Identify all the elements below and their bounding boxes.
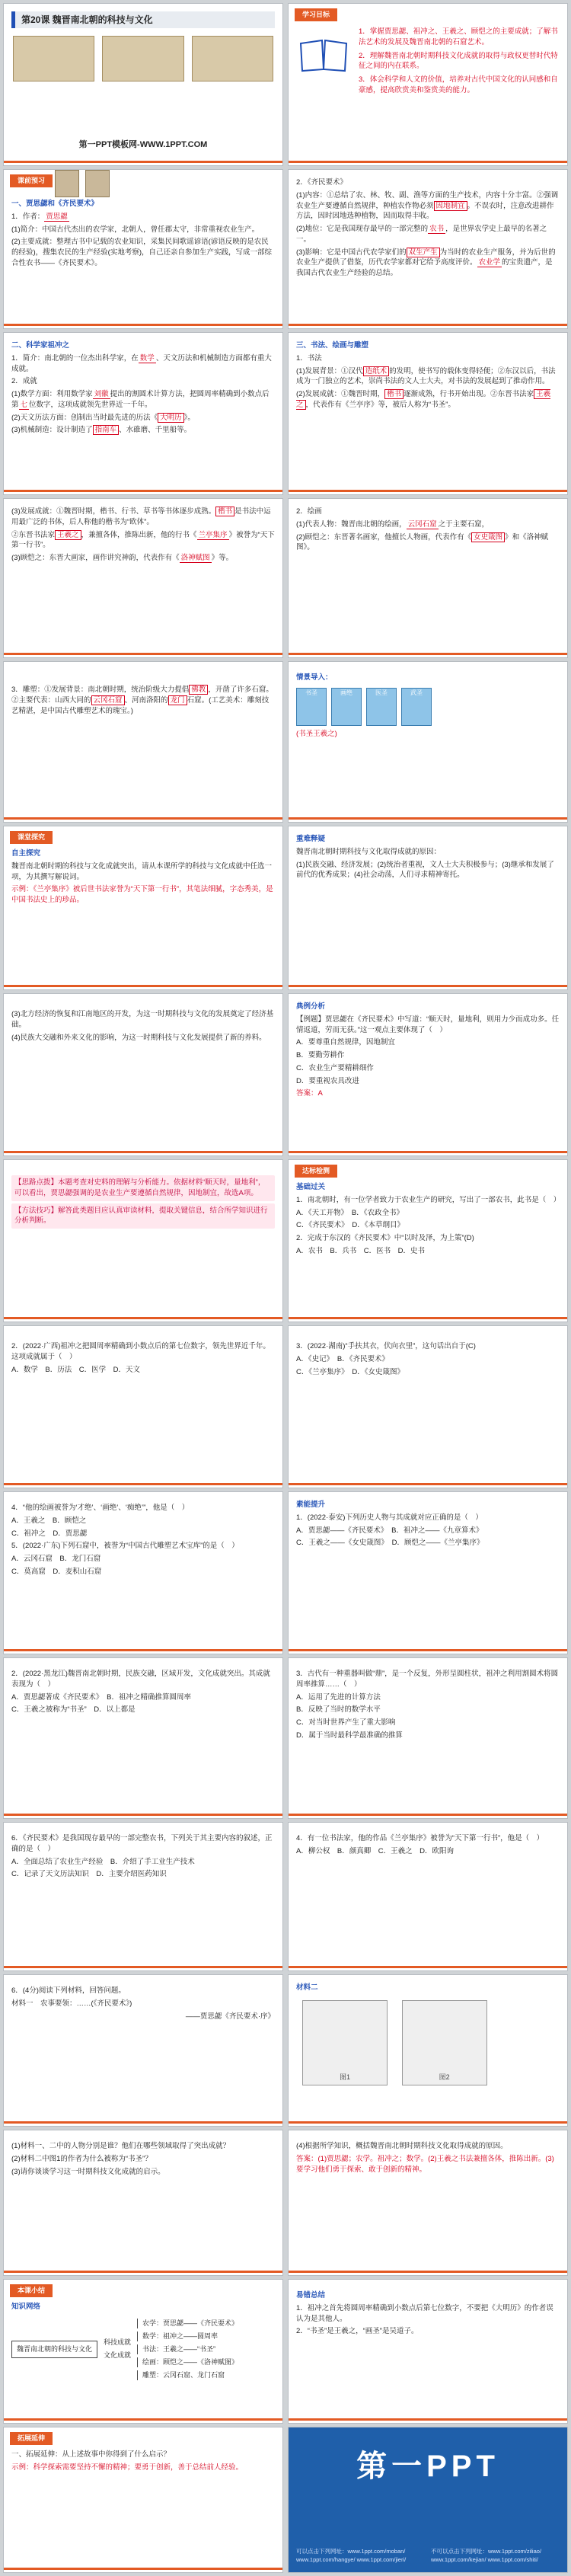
- tip-text: 【思路点拨】本题考查对史料的理解与分析能力。依据材料“顺天时，量地利”，可以看出，贾思勰强调的是农业生产要遵循自然规律，因地制宜，故选A项。: [11, 1175, 275, 1201]
- text: (1)民族交融、经济发展；(2)统治者重视，文人士大夫积极参与；(3)继承和发展了前代的优秀成果；(4)社会动荡，人们寻求精神寄托。: [296, 860, 554, 880]
- slide-footer: [289, 2118, 567, 2126]
- slide-summary: [3, 2279, 283, 2424]
- slide-tips: [3, 1159, 283, 1322]
- answer-blank: 云冈石窟: [91, 695, 125, 705]
- slide-preview-4: [288, 332, 568, 495]
- mind-map-branch: 科技成就: [104, 2338, 132, 2347]
- slide-preview-7: [3, 661, 283, 823]
- option: D．以上都是: [94, 1705, 136, 1715]
- question: 2．(2022·黑龙江)魏晋南北朝时期，民族交融，区域开发，文化成就突出。其成就表现为（ ）: [11, 1670, 270, 1689]
- text: (3)影响：它是中国古代农学家们的: [296, 248, 407, 257]
- figure-caption: 图1: [339, 2073, 350, 2081]
- slide-footer: [289, 321, 567, 328]
- text: (2)地位：它是我国现存最早的一部完整的: [296, 225, 429, 234]
- figure-caption: 图2: [439, 2073, 450, 2081]
- option: B．祖冲之精确推算圆周率: [107, 1692, 191, 1702]
- option: C．祖冲之: [11, 1529, 46, 1538]
- slide-improve-1: [288, 1491, 568, 1654]
- answer-blank: 云冈石窟: [407, 519, 437, 529]
- slide-footer: [4, 1811, 282, 1818]
- slide-footer: [4, 321, 282, 328]
- text: 、水碓磨、千里船等。: [119, 426, 192, 435]
- mind-map: [11, 2319, 275, 2380]
- slide-footer: [4, 1148, 282, 1155]
- slide-footer: [289, 2415, 567, 2423]
- slide-footer: [4, 1963, 282, 1970]
- slide-preview-6: [288, 498, 568, 658]
- option: A．全面总结了农业生产经验: [11, 1857, 104, 1866]
- question: (2)材料二中图1的作者为什么被称为“书圣”？: [11, 2154, 152, 2163]
- heading: 重难释疑: [296, 835, 326, 843]
- slide-footer: [289, 1963, 567, 1970]
- answer-blank: 数学: [139, 353, 155, 363]
- question: (1)材料一、二中的人物分别是谁？他们在哪些领域取得了突出成就？: [11, 2142, 231, 2150]
- note: (书圣王羲之): [296, 729, 337, 738]
- slide-footer: [289, 1811, 567, 1818]
- mind-map-root: 魏晋南北朝的科技与文化: [11, 2341, 97, 2358]
- section-tag: 达标检测: [295, 1165, 337, 1178]
- slide-scenario: [288, 661, 568, 823]
- slide-test-4: [3, 1491, 283, 1654]
- slide-title: [3, 3, 283, 166]
- option: D．要重视农具改进: [296, 1076, 359, 1085]
- slide-footer: [4, 487, 282, 494]
- section-tag: 学习目标: [295, 8, 337, 21]
- option: B．颜真卿: [337, 1846, 372, 1855]
- mind-map-item: 雕塑：云冈石窟、龙门石窟: [137, 2370, 238, 2380]
- text: 2．“书圣”是王羲之，“画圣”是吴道子。: [296, 2327, 419, 2336]
- card-item: 画绝: [331, 688, 362, 726]
- text: 的宝贵遗产，是我国古代农业生产经验的总结。: [296, 258, 553, 278]
- section-tag: 课堂探究: [10, 831, 53, 844]
- option: C．王羲之被称为“书圣”: [11, 1705, 87, 1715]
- option: A．贾思勰著成《齐民要术》: [11, 1692, 100, 1702]
- option: A．《天工开物》: [296, 1208, 345, 1217]
- slide-explore: [3, 826, 283, 990]
- answer-blank: 双生产生: [407, 248, 440, 257]
- text: 石窟。(工艺美术：雕刻技艺精湛，是中国古代雕塑艺术的瑰宝。): [11, 695, 270, 715]
- book-image: [85, 170, 110, 197]
- answer-text: 示例：《兰亭集序》被后世书法家誉为“天下第一行书”，其笔法细腻，字态秀美，是中国书法史上的珍品。: [11, 885, 273, 905]
- option: A．要尊重自然规律，因地制宜: [296, 1038, 395, 1047]
- option: B．介绍了手工业生产技术: [110, 1857, 195, 1866]
- card-item: 武圣: [401, 688, 432, 726]
- heading: 知识网络: [11, 2303, 41, 2312]
- text: 提出的割圆术计算方法，把圆周率精确到小数点后第: [11, 390, 270, 409]
- answer-blank: 佛教: [189, 685, 208, 695]
- answer-blank: 造纸术: [363, 366, 390, 376]
- slide-footer: [289, 487, 567, 494]
- card-item: 书圣: [296, 688, 327, 726]
- text: (2)顾恺之：东晋著名画家，他擅长人物画，代表作有《: [296, 532, 472, 542]
- slide-footer: [4, 2565, 282, 2572]
- text: (1)代表人物：魏晋南北朝的绘画，: [296, 519, 407, 529]
- slide-footer: [4, 2118, 282, 2126]
- answer-blank: 农业学: [478, 258, 501, 267]
- book-icon: [299, 39, 348, 72]
- mind-map-item: 绘画：顾恺之——《洛神赋图》: [137, 2357, 238, 2367]
- slide-improve-2: [288, 1657, 568, 1819]
- slide-footer: [4, 2268, 282, 2275]
- text: 为当时的农业生产服务，并为后世的农业生产提供了借鉴，历代农学家都对它给予高度评价。: [296, 248, 556, 267]
- text: 是书法中运用最广泛的书体，后人称他的楷书为“欧体”。: [11, 507, 271, 526]
- slide-mistakes: [288, 2279, 568, 2424]
- slide-footer: [4, 982, 282, 989]
- option: B．龙门石窟: [59, 1555, 101, 1564]
- figure-image: [302, 2000, 388, 2085]
- option: D．顾恺之——《兰亭集序》: [391, 1539, 484, 1548]
- mind-map-branch: 文化成就: [104, 2351, 132, 2360]
- answer-blank: 楷书: [215, 507, 234, 516]
- goal-item: 1．掌握贾思勰、祖冲之、王羲之、顾恺之的主要成就；了解书法艺术的发展及魏晋南北朝的石窟艺术。: [359, 27, 558, 46]
- text: 2．成就: [11, 377, 37, 386]
- option: B．祖冲之——《九章算术》: [391, 1526, 483, 1535]
- text: 1．作者：: [11, 212, 45, 221]
- option: C．王羲之: [378, 1846, 413, 1855]
- answer-blank: 女史箴图: [471, 532, 505, 542]
- slide-improve-3: [288, 1822, 568, 1971]
- text: (2)主要成就：整理古书中记载的农业知识，采集民间歌谣谚语(谚语反映的是农民的经验)，搜集农民的生产经验(实地考察)，自己还亲自参加生产实践，写成一部综合性农书——《齐民要术》。: [11, 238, 272, 267]
- slide-footer: [289, 982, 567, 989]
- option: B．《农政全书》: [351, 1208, 404, 1217]
- goal-item: 3．体会科学和人文的价值，培养对古代中国文化的认同感和自豪感，提高欣赏美和鉴赏美的能力。: [359, 75, 558, 94]
- answer-blank: 楷书: [384, 389, 404, 399]
- link-list[interactable]: 不可以点击下列网址：www.1ppt.com/ziliao/ www.1ppt.com/kejian/ www.1ppt.com/shiti/: [431, 2548, 542, 2564]
- option: D．欧阳询: [419, 1846, 454, 1855]
- question: (4)根据所学知识，概括魏晋南北朝时期科技文化取得成就的原因。: [296, 2142, 508, 2150]
- question: 4．有一位书法家，他的作品《兰亭集序》被誉为“天下第一行书”，他是（ ）: [296, 1834, 544, 1843]
- slide-footer: [4, 1314, 282, 1322]
- slide-preview-1: [3, 169, 283, 329]
- slide-footer: [289, 1480, 567, 1488]
- slide-footer: [4, 650, 282, 657]
- slide-footer: [289, 158, 567, 165]
- text: 1．书法: [296, 353, 322, 363]
- option: B．历法: [45, 1365, 72, 1374]
- slide-footer: [4, 2415, 282, 2423]
- text: (3)发展成就：①魏晋时期，楷书、行书、草书等书体逐步成熟。: [11, 507, 216, 516]
- lesson-title: 第20课 魏晋南北朝的科技与文化: [11, 11, 275, 28]
- slide-preview-3: [3, 332, 283, 495]
- portrait-image: [102, 36, 183, 81]
- text: 魏晋南北朝时期的科技与文化成就突出，请从本课所学的科技与文化成就中任选一项，为其撰写解说词。: [11, 861, 273, 881]
- heading: 材料二: [296, 1983, 318, 1992]
- slide-footer: [289, 1148, 567, 1155]
- text: (2)发展成就：①魏晋时期，: [296, 390, 385, 399]
- text: 》等。: [211, 554, 234, 563]
- text: 材料一 农事要领：……(《齐民要术》): [11, 1999, 132, 2008]
- text: (1)简介：中国古代杰出的农学家，北朝人，曾任郡太守，非常重视农业生产。: [11, 225, 260, 234]
- question: 6．《齐民要术》是我国现存最早的一部完整农书，下列关于其主要内容的叙述，正确的是（ ）: [11, 1834, 273, 1853]
- text: (1)发展背景：①汉代: [296, 366, 363, 376]
- brand-logo: 第一PPT: [356, 2450, 499, 2483]
- option: D．史书: [397, 1246, 425, 1255]
- slide-footer: [4, 1480, 282, 1488]
- question: 3．古代有一种重器叫做“鼎”，是一个反复，外形呈圆柱状，祖冲之利用割圆术将圆周率推算……（ ）: [296, 1670, 559, 1689]
- goal-item: 2．理解魏晋南北朝时期科技文化成就的取得与政权更替时代特征之间的内在联系。: [359, 51, 558, 71]
- citation: ——贾思勰《齐民要术·序》: [185, 2012, 275, 2021]
- text: 》被誉为“天下第一行书”。: [11, 530, 275, 550]
- answer-blank: 洛神赋图: [180, 554, 210, 563]
- option: C．《齐民要术》: [296, 1221, 345, 1230]
- slide-footer: [4, 814, 282, 822]
- slide-footer: [289, 650, 567, 657]
- heading: 典例分析: [296, 1002, 326, 1011]
- question: 1．(2022·泰安)下列历史人物与其成就对应正确的是（ ）: [296, 1513, 483, 1522]
- option: C．记录了天文历法知识: [11, 1870, 89, 1879]
- heading: 一、贾思勰和《齐民要术》: [11, 200, 99, 208]
- slide-test-6: [3, 1822, 283, 1971]
- text: (3)顾恺之：东晋大画家，画作讲究神韵，代表作有《: [11, 554, 180, 563]
- portrait-image: [13, 36, 94, 81]
- text: (3)机械制造：设计制造了: [11, 426, 93, 435]
- text: 魏晋南北朝时期科技与文化取得成就的原因：: [296, 847, 442, 856]
- option: C．医书: [363, 1246, 391, 1255]
- text: 的发明，使书写的载体变得轻便；②东汉以后，书法成为一门独立的艺术，崇尚书法的文人士大夫，对书法的发展起到了推动作用。: [296, 366, 556, 386]
- heading: 情景导入：: [296, 673, 333, 682]
- text: 6．(4分)阅读下列材料，回答问题。: [11, 1986, 126, 1995]
- answer-blank: 因地制宜: [434, 201, 467, 211]
- heading: 二、科学家祖冲之: [11, 341, 70, 350]
- card-item: 医圣: [366, 688, 397, 726]
- slide-example: [288, 993, 568, 1156]
- option: D．《女史箴图》: [352, 1367, 405, 1376]
- portrait-image: [192, 36, 273, 81]
- mind-map-item: 书法：王羲之——“书圣”: [137, 2344, 238, 2354]
- option: D．主要介绍医药知识: [96, 1870, 167, 1879]
- heading: 素能提升: [296, 1501, 326, 1509]
- slide-test-3: [288, 1325, 568, 1488]
- answer-text: 答案：(1)贾思勰；农学。祖冲之；数学。(2)王羲之书法兼擅各体，推陈出新。(3)要学习他们勇于探索、敢于创新的精神。: [296, 2154, 554, 2174]
- answer-blank: 农书: [429, 225, 445, 234]
- option: A．王羲之: [11, 1516, 46, 1525]
- card-row: [296, 688, 560, 726]
- answer-blank: 龙门: [168, 695, 187, 705]
- text: ，兼擅各体，推陈出新，他的行书《: [81, 530, 197, 539]
- option: A．云冈石窟: [11, 1555, 53, 1564]
- option: D．《本草纲目》: [352, 1221, 405, 1230]
- option: C．对当时世界产生了重大影响: [296, 1718, 396, 1727]
- heading: 基础过关: [296, 1183, 326, 1192]
- option: B．反映了当时的数学水平: [296, 1705, 381, 1715]
- slide-preview-5: [3, 498, 283, 658]
- text: 3．雕塑：①发展背景：南北朝时期，统治阶级大力提倡: [11, 686, 190, 694]
- question: (3)请你谈谈学习这一时期科技文化成就的启示。: [11, 2167, 165, 2176]
- slide-footer: [289, 1646, 567, 1654]
- answer-blank: 指南车: [93, 425, 120, 435]
- answer-text: 答案：A: [296, 1089, 323, 1098]
- text: 逐渐成熟，行书开始出现。②东晋书法家: [404, 390, 534, 399]
- slide-questions: [3, 2130, 283, 2276]
- question: 2．(2022·广西)祖冲之把圆周率精确到小数点后的第七位数字，领先世界近千年。这项成就属于（ ）: [11, 1342, 270, 1361]
- option: D．天文: [113, 1365, 140, 1374]
- text: 2．《齐民要术》: [296, 178, 348, 187]
- question: 2．完成于东汉的《齐民要术》中“以时及泽，为上策”(D): [296, 1234, 474, 1243]
- slide-extend: [3, 2427, 283, 2573]
- text: ，开凿了许多石窟。②主要代表：山西大同的: [11, 686, 273, 705]
- slide-material-1: [3, 1974, 283, 2127]
- portrait-strip: [13, 36, 273, 81]
- answer-blank: 王羲之: [296, 390, 551, 409]
- option: A．《史记》: [296, 1354, 330, 1363]
- watermark: 第一PPT模板网-WWW.1PPT.COM: [78, 140, 208, 150]
- section-tag: 本课小结: [10, 2284, 53, 2297]
- text: (2)天文历法方面：创制出当时最先进的历法《: [11, 413, 158, 422]
- text: 》。: [183, 413, 195, 422]
- question: 【例题】贾思勰在《齐民要术》中写道：“顺天时，量地利，则用力少而成功多。任情返道，劳而无获。”这一观点主要体现了（ ）: [296, 1015, 560, 1034]
- option: B．顾恺之: [52, 1516, 87, 1525]
- text: 。不误农时，注意改进耕作方法，因时因地选种植物，因而取得丰收。: [296, 201, 554, 221]
- answer-blank: 贾思勰: [46, 212, 68, 221]
- text: 位数字，这项成就领先世界近一千年。: [29, 400, 152, 409]
- text: (4)民族大交融和外来文化的影响，为这一时期科技与文化发展提供了新的养料。: [11, 1033, 266, 1042]
- heading: 易错总结: [296, 2291, 326, 2300]
- option: D．贾思勰: [53, 1529, 88, 1538]
- option: D．属于当时最科学最准确的推算: [296, 1731, 403, 1740]
- heading: 三、书法、绘画与雕塑: [296, 341, 369, 350]
- tip-text: 【方法技巧】解答此类题目应认真审读材料，提取关键信息，结合所学知识进行分析判断。: [11, 1203, 275, 1229]
- slide-brand: [288, 2427, 568, 2573]
- text: (1)数学方面：利用数学家: [11, 390, 93, 399]
- text: 1．祖冲之首先将圆周率精确到小数点后第七位数字，不要把《大明历》的作者误认为是其他人。: [296, 2303, 553, 2323]
- text: (1)内容：①总结了农、林、牧、副、渔等方面的生产技术，内容十分丰富。②强调农业生产要遵循自然规律，种植农作物必须: [296, 190, 559, 210]
- text: 、河南洛阳的: [124, 695, 168, 705]
- option: B．要勤劳耕作: [296, 1051, 345, 1060]
- option: C．莫高窟: [11, 1567, 46, 1576]
- text: 1．简介：南北朝的一位杰出科学家，在: [11, 353, 139, 363]
- option: A．农书: [296, 1246, 323, 1255]
- mind-map-item: 农学：贾思勰——《齐民要术》: [137, 2319, 238, 2328]
- slide-test-5: [3, 1657, 283, 1819]
- option: A．数学: [11, 1365, 38, 1374]
- slide-answers: [288, 2130, 568, 2276]
- answer-blank: 王羲之: [55, 530, 81, 540]
- slide-material-2: [288, 1974, 568, 2127]
- text: 》和《洛神赋图》。: [296, 532, 549, 552]
- text: 之于主要石窟，: [438, 519, 490, 529]
- question: 1．南北朝时，有一位学者致力于农业生产的研究，写出了一部农书，此书是（ ）: [296, 1195, 561, 1204]
- option: C．《兰亭集序》: [296, 1367, 345, 1376]
- option: A．运用了先进的计算方法: [296, 1692, 381, 1702]
- portrait-image: [55, 170, 79, 197]
- option: C．农业生产要精耕细作: [296, 1063, 374, 1072]
- text: ②东晋书法家: [11, 530, 56, 539]
- answer-text: 示例：科学探索需要坚持不懈的精神；要勇于创新，善于总结前人经验。: [11, 2463, 244, 2472]
- option: D．麦积山石窟: [53, 1567, 102, 1576]
- question: 4．“他的绘画被誉为‘才绝’、‘画绝’、‘痴绝’”，他是（ ）: [11, 1504, 190, 1512]
- slide-test-1: [288, 1159, 568, 1322]
- text: ，代表作有《兰亭序》等，被后人称为“书圣”。: [305, 400, 455, 409]
- slide-footer: [289, 2268, 567, 2275]
- section-tag: 拓展延伸: [10, 2432, 53, 2445]
- mind-map-item: 数学：祖冲之——圆周率: [137, 2332, 238, 2341]
- answer-blank: 七: [20, 400, 28, 409]
- text: 、天文历法和机械制造方面都有重大成就。: [11, 353, 272, 373]
- answer-blank: 刘徽: [94, 390, 109, 399]
- option: B．兵书: [330, 1246, 357, 1255]
- slide-preview-2: [288, 169, 568, 329]
- slide-difficulties: [288, 826, 568, 990]
- text: (3)北方经济的恢复和江南地区的开发，为这一时期科技与文化的发展奠定了经济基础。: [11, 1010, 274, 1029]
- heading: 自主探究: [11, 849, 41, 858]
- slide-footer: [4, 1646, 282, 1654]
- option: B．《齐民要术》: [337, 1354, 389, 1363]
- question: 3．(2022·湖南)“手扶其衣，伏向衣里”，这句话出自于(C): [296, 1342, 476, 1350]
- question: 5．(2022·广东)下列石窟中，被誉为“中国古代雕塑艺术宝库”的是（ ）: [11, 1542, 239, 1551]
- text: 2．绘画: [296, 507, 322, 516]
- slide-goals: [288, 3, 568, 166]
- answer-blank: 兰亭集序: [198, 530, 228, 539]
- option: A．柳公权: [296, 1846, 330, 1855]
- slide-test-2: [3, 1325, 283, 1488]
- option: A．贾思勰——《齐民要术》: [296, 1526, 384, 1535]
- slide-footer: [4, 158, 282, 165]
- link-list[interactable]: 可以点击下列网址：www.1ppt.com/moban/ www.1ppt.com/hangye/ www.1ppt.com/jieri/: [296, 2548, 407, 2564]
- text: 一、拓展延伸：从上述故事中你得到了什么启示？: [11, 2450, 171, 2459]
- option: C．医学: [78, 1365, 107, 1374]
- option: C．王羲之——《女史箴图》: [296, 1539, 385, 1548]
- answer-blank: 大明历: [158, 413, 184, 423]
- slide-reasons: [3, 993, 283, 1156]
- section-tag: 课前预习: [10, 174, 53, 187]
- slide-footer: [289, 814, 567, 822]
- figure-image: [402, 2000, 487, 2085]
- slide-footer: [289, 1314, 567, 1322]
- text: ，是世界农学史上最早的名著之一。: [296, 225, 547, 244]
